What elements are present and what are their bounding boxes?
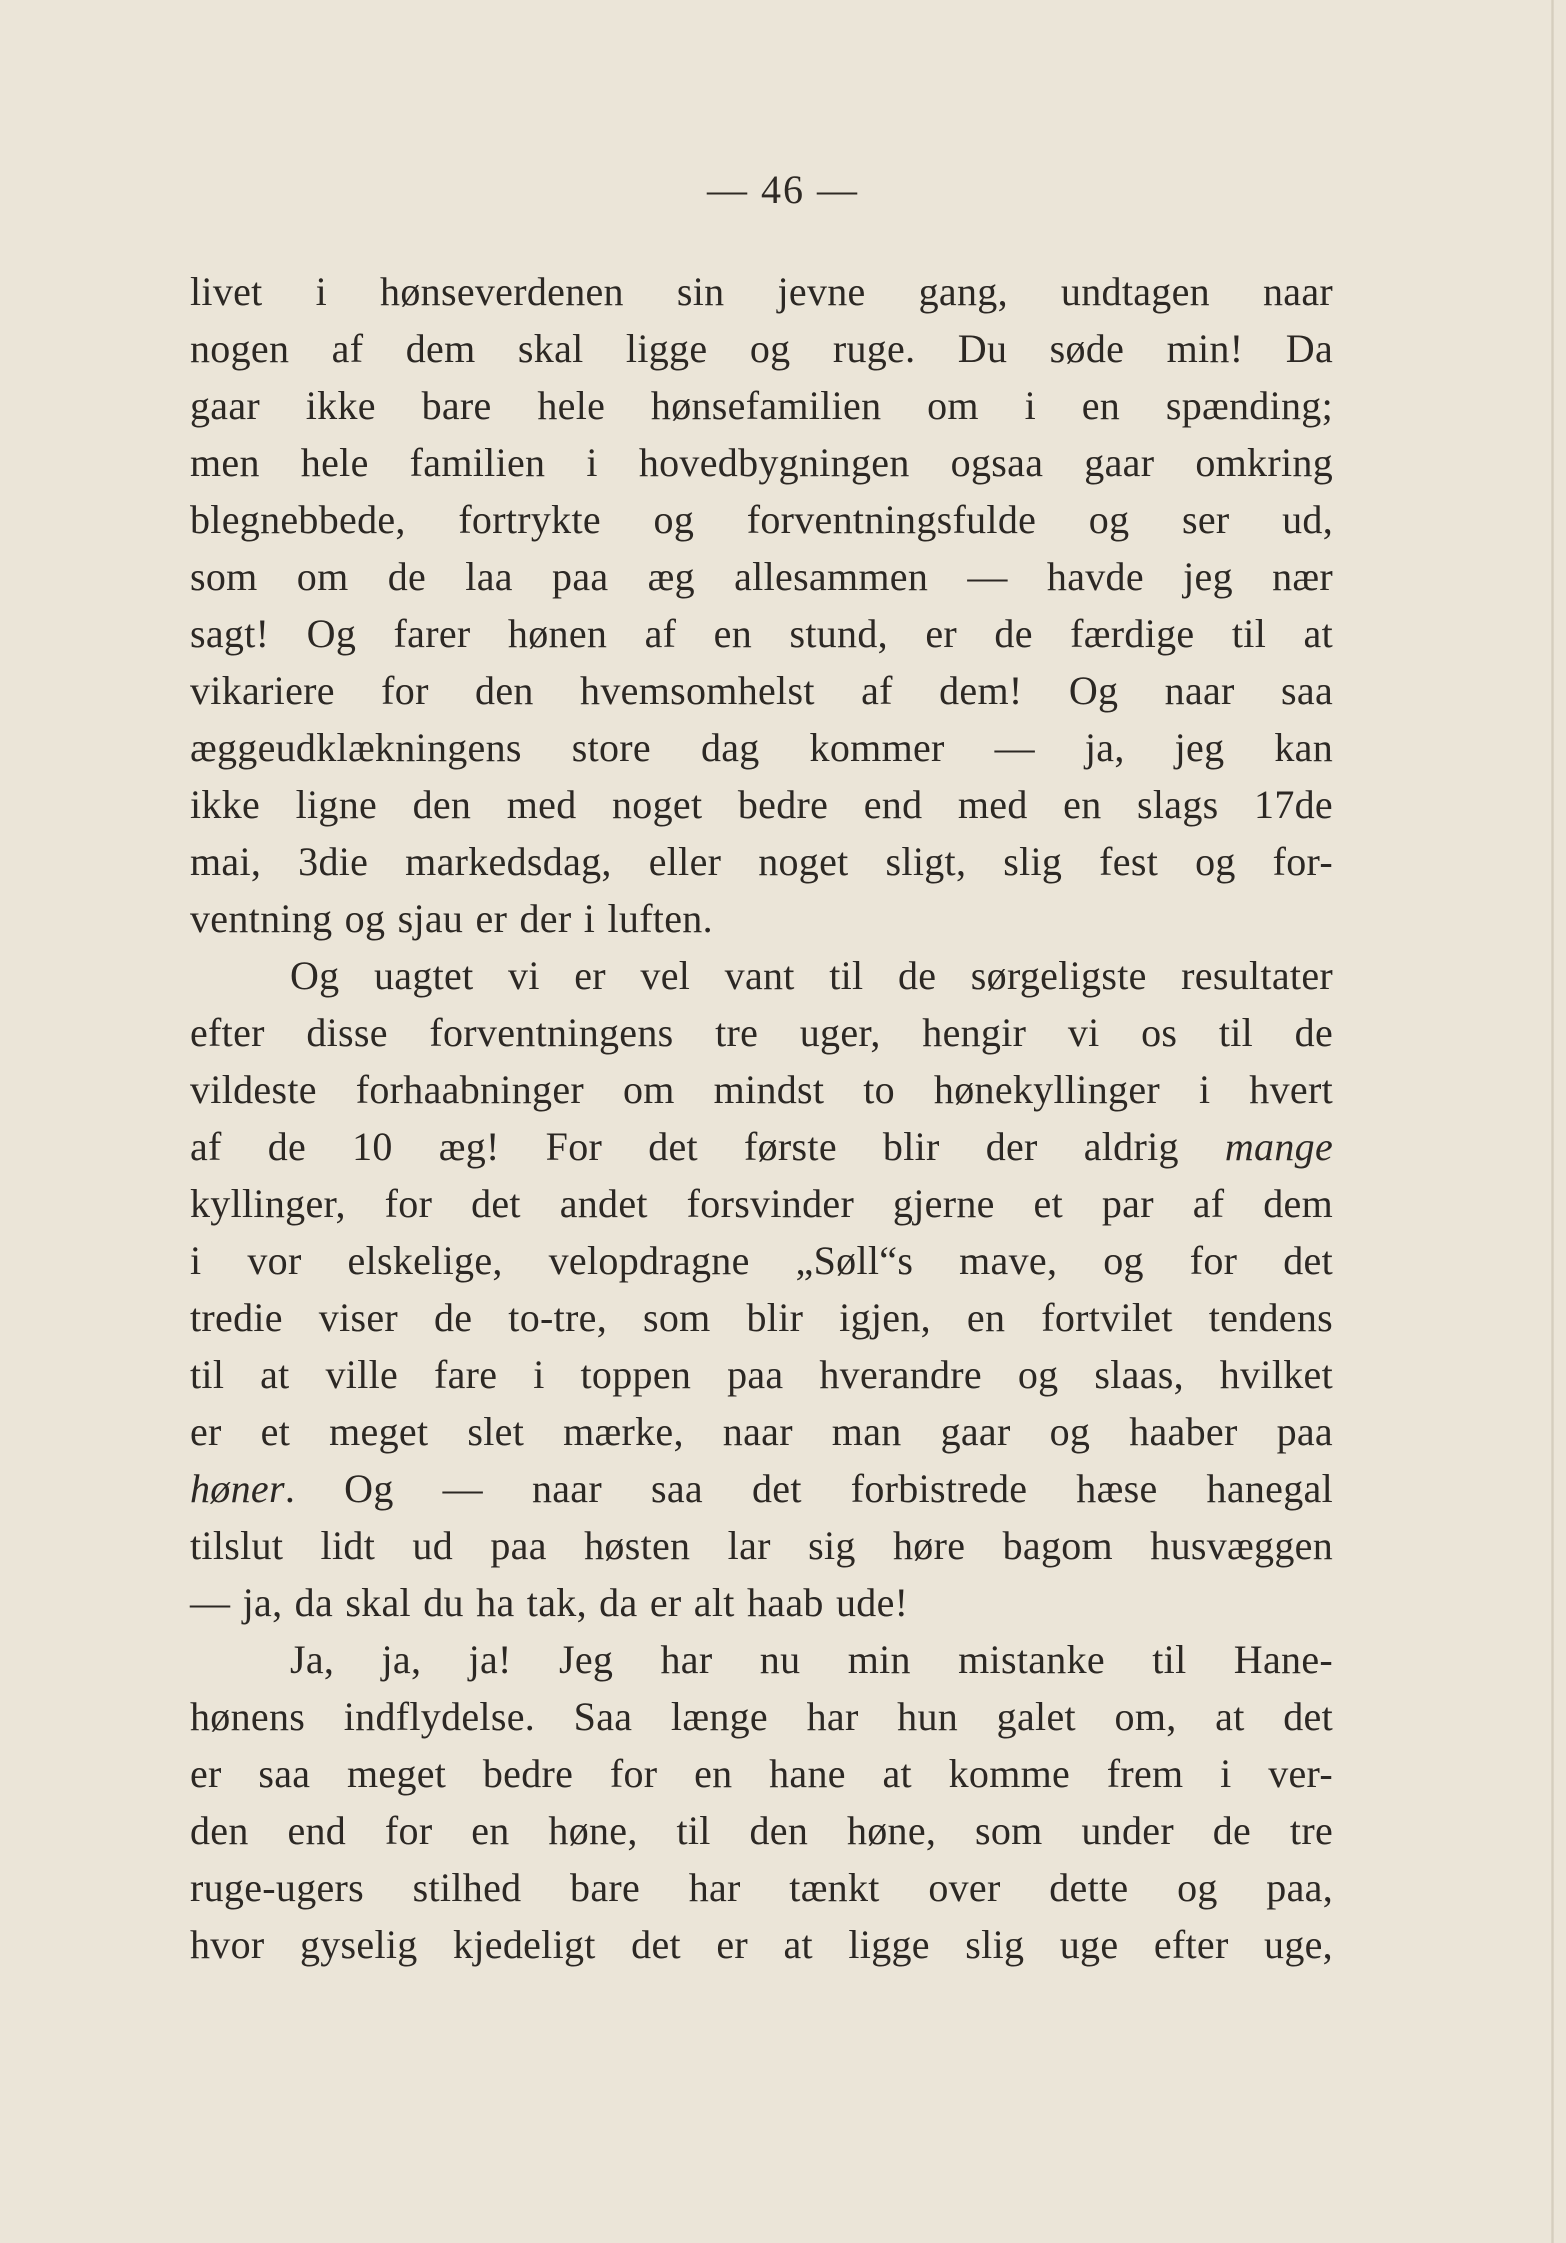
text-line: nogen af dem skal ligge og ruge. Du søde min! Da (190, 326, 1333, 371)
text-line: som om de laa paa æg allesammen — havde jeg nær (190, 554, 1333, 599)
text-line: mai, 3die markedsdag, eller noget sligt, slig fest og for- (190, 839, 1333, 884)
text-line: hønens indflydelse. Saa længe har hun galet om, at det (190, 1694, 1333, 1739)
text-line: livet i hønseverdenen sin jevne gang, undtagen naar (190, 269, 1333, 314)
text-line: efter disse forventningens tre uger, hengir vi os til de (190, 1010, 1333, 1055)
text-line: tilslut lidt ud paa høsten lar sig høre bagom husvæggen (190, 1523, 1333, 1568)
text-line: er et meget slet mærke, naar man gaar og haaber paa (190, 1409, 1333, 1454)
text-line: ikke ligne den med noget bedre end med en slags 17de (190, 782, 1333, 827)
page-number: — 46 — (707, 167, 859, 212)
text-line: sagt! Og farer hønen af en stund, er de færdige til at (190, 611, 1333, 656)
text-line: den end for en høne, til den høne, som under de tre (190, 1808, 1333, 1853)
text-line: Ja, ja, ja! Jeg har nu min mistanke til Hane- (290, 1637, 1333, 1682)
text-line: ruge-ugers stilhed bare har tænkt over dette og paa, (190, 1865, 1333, 1910)
text-line: til at ville fare i toppen paa hverandre og slaas, hvilket (190, 1352, 1333, 1397)
text-line: vikariere for den hvemsomhelst af dem! Og naar saa (190, 668, 1333, 713)
text-line: blegnebbede, fortrykte og forventningsfulde og ser ud, (190, 497, 1333, 542)
text-line: æggeudklækningens store dag kommer — ja, jeg kan (190, 725, 1333, 770)
text-line: kyllinger, for det andet forsvinder gjerne et par af dem (190, 1181, 1333, 1226)
page-edge (1551, 0, 1554, 2243)
text-line: af de 10 æg! For det første blir der aldrig mange (190, 1124, 1333, 1169)
text-line: er saa meget bedre for en hane at komme frem i ver- (190, 1751, 1333, 1796)
text-line: vildeste forhaabninger om mindst to hønekyllinger i hvert (190, 1067, 1333, 1112)
text-line: gaar ikke bare hele hønsefamilien om i en spænding; (190, 383, 1333, 428)
text-line: i vor elskelige, velopdragne „Søll“s mave, og for det (190, 1238, 1333, 1283)
text-line: tredie viser de to-tre, som blir igjen, en fortvilet tendens (190, 1295, 1333, 1340)
text-line: Og uagtet vi er vel vant til de sørgeligste resultater (290, 953, 1333, 998)
text-line: høner. Og — naar saa det forbistrede hæse hanegal (190, 1466, 1333, 1511)
text-line: — ja, da skal du ha tak, da er alt haab ude! (190, 1580, 909, 1625)
text-line: men hele familien i hovedbygningen ogsaa gaar omkring (190, 440, 1333, 485)
body-text (190, 263, 1333, 1973)
text-line: hvor gyselig kjedeligt det er at ligge slig uge efter uge, (190, 1922, 1333, 1967)
text-line: ventning og sjau er der i luften. (190, 896, 713, 941)
